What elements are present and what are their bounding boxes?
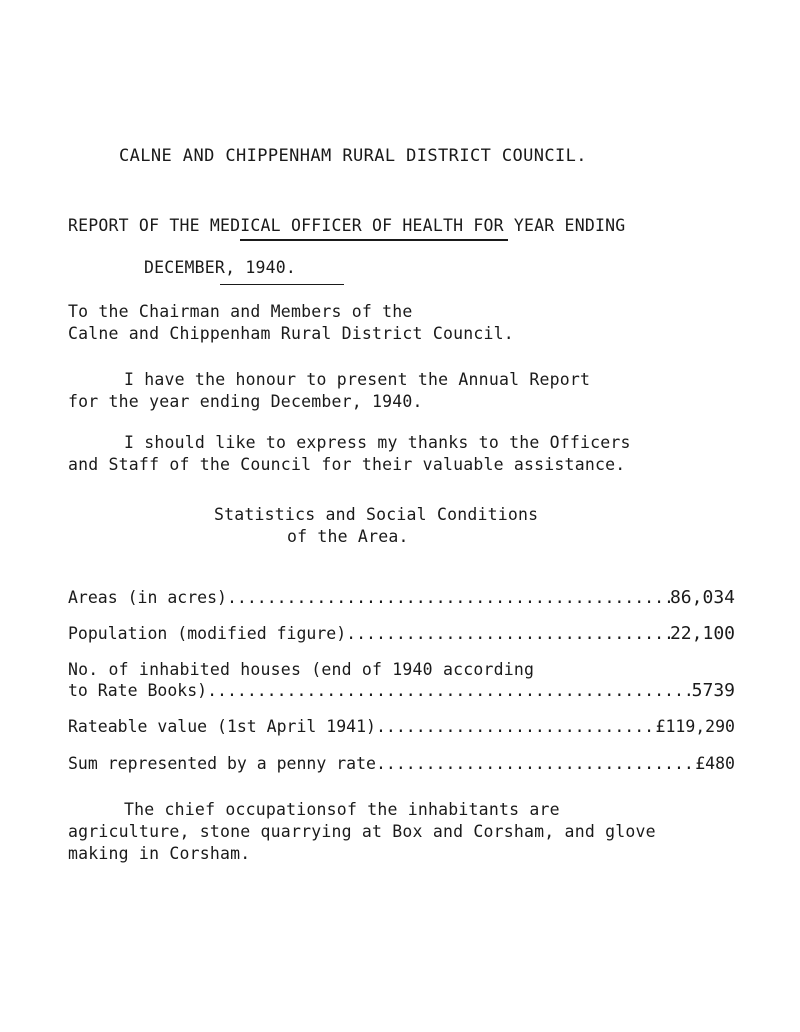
address-line1: To the Chairman and Members of the [68, 302, 413, 321]
stat-row-houses [68, 680, 735, 701]
stat-label-houses-line1: No. of inhabited houses (end of 1940 according [68, 660, 535, 679]
stat-row-rateable-value [68, 717, 735, 736]
section-heading-line1: Statistics and Social Conditions [214, 505, 539, 524]
report-title-line1: REPORT OF THE MEDICAL OFFICER OF HEALTH FOR YEAR ENDING [68, 216, 626, 235]
stat-value: £480 [695, 754, 735, 773]
thanks-line2: and Staff of the Council for their valuable assistance. [68, 455, 626, 474]
stat-label: Sum represented by a penny rate [68, 754, 376, 773]
section-heading-line2: of the Area. [287, 527, 409, 546]
address-line2: Calne and Chippenham Rural District Council. [68, 324, 514, 343]
stat-value: 5739 [691, 680, 735, 701]
stat-label: Rateable value (1st April 1941) [68, 717, 376, 736]
stat-label: to Rate Books) [68, 681, 208, 700]
dot-leader [227, 588, 670, 607]
report-title-line2: DECEMBER, 1940. [144, 258, 297, 277]
stat-row-population [68, 623, 735, 644]
stat-value: 86,034 [669, 587, 735, 608]
occupations-line1: The chief occupationsof the inhabitants are [124, 800, 560, 819]
council-heading: CALNE AND CHIPPENHAM RURAL DISTRICT COUNCIL. [119, 146, 587, 166]
title-underline [240, 239, 508, 241]
stat-row-penny-rate [68, 754, 735, 773]
stat-row-area [68, 587, 735, 608]
dot-leader [346, 624, 670, 643]
stat-label: Areas (in acres) [68, 588, 227, 607]
stat-label: Population (modified figure) [68, 624, 347, 643]
intro-line2: for the year ending December, 1940. [68, 392, 423, 411]
stat-value: £119,290 [655, 717, 735, 736]
dot-leader [376, 717, 656, 736]
date-underline [220, 284, 344, 285]
dot-leader [207, 681, 692, 700]
dot-leader [376, 754, 695, 773]
occupations-line3: making in Corsham. [68, 844, 251, 863]
intro-line1: I have the honour to present the Annual Report [124, 370, 591, 389]
stat-value: 22,100 [669, 623, 735, 644]
thanks-line1: I should like to express my thanks to the Officers [124, 433, 631, 452]
occupations-line2: agriculture, stone quarrying at Box and Corsham, and glove [68, 822, 656, 841]
